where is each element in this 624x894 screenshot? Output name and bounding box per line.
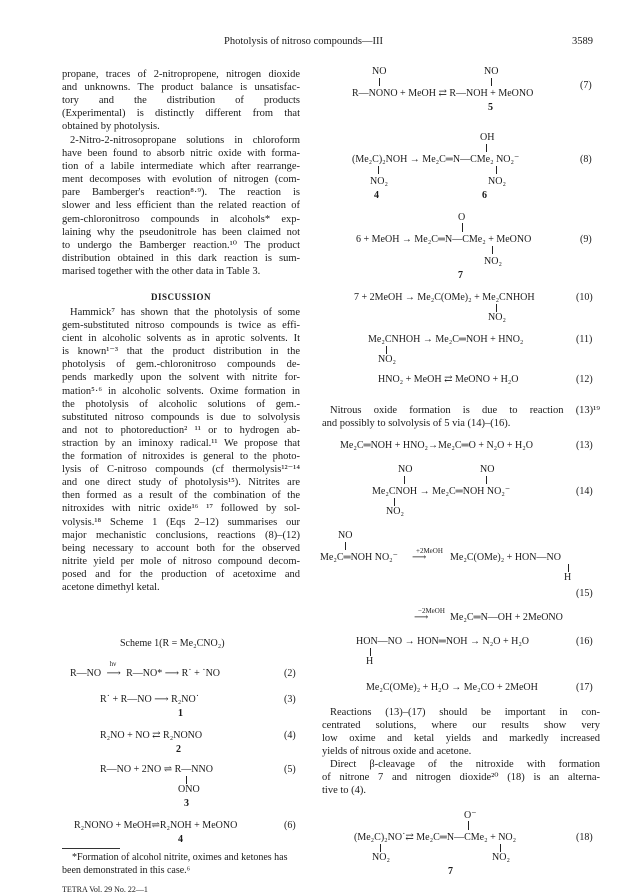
- arrow: ⟶: [414, 612, 429, 623]
- equation-13: Me₂C═NOH + HNO₂→Me₂C═O + N₂O + H₂O: [340, 440, 533, 451]
- bond-line: [568, 564, 569, 572]
- scheme-title: Scheme 1(R = Me₂CNO₂): [120, 638, 225, 649]
- text-line: to undergo the Bamberger reaction.¹⁰ The product: [62, 239, 300, 251]
- section-heading: DISCUSSION: [150, 292, 212, 302]
- bond-line: [491, 78, 492, 86]
- substituent: NO₂: [372, 852, 390, 863]
- compound-label: 1: [178, 708, 183, 719]
- equation-10: 7 + 2MeOH → Me₂C(OMe)₂ + Me₂CNHOH: [354, 292, 535, 303]
- text-line: the formation of nitroxides is general to the photo-: [62, 451, 300, 463]
- substituent: H: [366, 656, 374, 667]
- arrow-label: hν: [109, 660, 117, 668]
- text-line: (Experimental) is distinctly different from that: [62, 108, 300, 120]
- bond-line: [386, 346, 387, 354]
- compound-label: 5: [488, 102, 493, 113]
- text-line: Nitrous oxide formation is due to reaction (13)¹⁹: [330, 405, 600, 416]
- text-line: nitroxides with nitric oxide¹⁶ ¹⁷ followed by sol-: [62, 503, 300, 515]
- compound-label: 6: [482, 190, 487, 201]
- equation-number: (5): [284, 764, 296, 775]
- compound-label: 4: [374, 190, 379, 201]
- equation-term: R˙ + ˙NO: [181, 668, 221, 679]
- text-line: straction by an iminoxy radical.¹¹ We propose that: [62, 437, 300, 449]
- bond-line: [345, 542, 346, 550]
- text-line: gem-chloronitroso compounds in alcohols* exp-: [62, 213, 300, 225]
- footnote-line: *Formation of alcohol nitrite, oximes and ketones has: [72, 852, 288, 863]
- paragraph-discussion: [62, 306, 300, 594]
- equation-number: (3): [284, 694, 296, 705]
- arrow-label: +2MeOH: [416, 547, 443, 555]
- bond-line: [462, 223, 463, 232]
- text-line: distribution obtained in this dark reaction is sum-: [62, 252, 300, 264]
- substituent: NO: [484, 66, 499, 77]
- bond-line: [378, 166, 379, 174]
- text-line: tive to (4).: [322, 785, 367, 797]
- arrow: hν ⟶: [106, 660, 121, 679]
- equation-7: R—NONO + MeOH ⇄ R—NOH + MeONO: [352, 88, 534, 99]
- equation-2: R—NO hν ⟶ R—NO* ⟶ R˙ + ˙NO: [70, 660, 221, 679]
- text-line: laining why the pseudonitrole has been claimed not: [62, 226, 300, 238]
- paragraph-nitric-oxide: [62, 134, 300, 278]
- substituent: NO₂: [386, 506, 404, 517]
- footnote: [62, 852, 302, 877]
- text-line: ment decomposes with evolution of nitrogen (com-: [62, 174, 300, 186]
- text-line: marised together with the other data in Table 3.: [62, 265, 261, 277]
- equation-number: (17): [576, 682, 593, 693]
- equation-5: R—NO + 2NO ⇌ R—NNO: [100, 764, 213, 775]
- compound-label: 2: [176, 744, 181, 755]
- substituent: NO: [480, 464, 495, 475]
- substituent: NO: [372, 66, 387, 77]
- substituent: NO₂: [378, 354, 396, 365]
- substituent: OH: [480, 132, 495, 143]
- substituent: NO₂: [488, 176, 506, 187]
- equation-number: (12): [576, 374, 593, 385]
- text-line: pends markedly upon the solvent with nitrite for-: [62, 372, 300, 384]
- equation-number: (16): [576, 636, 593, 647]
- text-line: Reactions (13)–(17) should be important in con-: [330, 707, 600, 718]
- compound-label: 4: [178, 834, 183, 845]
- text-line: Direct β-cleavage of the nitroxide with formation: [330, 759, 600, 770]
- text-line: cient in alcoholic solvents as in aprotic solvents. It: [62, 333, 300, 345]
- text-line: of nitrone 7 and nitrogen dioxide²⁰ (18) is an alterna-: [322, 772, 600, 784]
- equation-18: (Me₂C)₂NO˙⇄ Me₂C═N—CMe₂ + NO₂: [354, 832, 517, 843]
- equation-number: (9): [580, 234, 592, 245]
- equation-number: (18): [576, 832, 593, 843]
- equation-number: (15): [576, 588, 593, 599]
- compound-label: 7: [448, 866, 453, 877]
- equation-6: R₂NONO + MeOH⇌R₂NOH + MeONO: [74, 820, 238, 831]
- paragraph-continued: [62, 68, 300, 133]
- equation-12: HNO₂ + MeOH ⇄ MeONO + H₂O: [378, 374, 519, 385]
- bond-line: [500, 844, 501, 852]
- paragraph-beta-cleavage: [322, 758, 600, 797]
- text-line: and not to photoreduction² ¹¹ or to hydrogen ab-: [62, 424, 300, 436]
- equation-number: (13): [576, 440, 593, 451]
- text-line: low oxime and ketal yields and markedly increased: [322, 733, 600, 745]
- text-line: mation⁵·⁶ in alcoholic solvents. Oxime formation in: [62, 385, 300, 397]
- substituent: H: [564, 572, 572, 583]
- text-line: obtained by photolysis.: [62, 121, 160, 133]
- page-number: 3589: [572, 36, 593, 47]
- text-line: lysis of C-nitroso compounds (cf thermolysis¹²⁻¹⁴: [62, 464, 300, 476]
- text-line: pare Bamberger's reaction⁸·⁹). The reaction is: [62, 187, 300, 199]
- text-line: and unknowns. The product balance is unsatisfac-: [62, 82, 300, 94]
- text-line: have been found to absorb nitric oxide with forma-: [62, 148, 300, 160]
- substituent: O⁻: [464, 810, 477, 821]
- substituent: ONO: [178, 784, 200, 795]
- paragraph-reactions: [322, 706, 600, 758]
- text-line: nitrite yield per mole of nitroso compound decom-: [62, 555, 300, 567]
- text-line: tion of a labile intermediate which after rearrange-: [62, 161, 300, 173]
- bond-line: [492, 246, 493, 254]
- bond-line: [186, 776, 187, 784]
- equation-16: HON—NO → HON═NOH → N₂O + H₂O: [356, 636, 530, 647]
- bond-line: [404, 476, 405, 484]
- compound-label: 3: [184, 798, 189, 809]
- text-line: is known¹⁻³ that the product distribution in the: [62, 346, 300, 358]
- text-line: slower and less efficient than the related reaction of: [62, 200, 300, 212]
- running-header: Photolysis of nitroso compounds—III: [224, 36, 383, 47]
- text-line: substituted nitroso compounds is due to solvolysis: [62, 411, 300, 423]
- text-line: acetone dimethyl ketal.: [62, 581, 160, 593]
- substituent: NO₂: [488, 312, 506, 323]
- equation-14: Me₂CNOH → Me₂C═NOH NO₂⁻: [372, 486, 511, 497]
- text-line: posed and for the production of acetoxime and: [62, 568, 300, 580]
- bond-line: [486, 476, 487, 484]
- bond-line: [394, 498, 395, 506]
- text-line: tory and the distribution of products: [62, 95, 300, 107]
- text-line: being necessary to account both for the observed: [62, 542, 300, 554]
- equation-15-lhs: Me₂C═NOH NO₂⁻: [320, 552, 398, 563]
- equation-number: (8): [580, 154, 592, 165]
- text-line: propane, traces of 2-nitropropene, nitrogen dioxide: [62, 69, 300, 80]
- bond-line: [496, 304, 497, 312]
- bond-line: [486, 144, 487, 152]
- footnote-rule: [62, 848, 120, 849]
- text-line: photolysis of gem.-chloronitroso compounds de-: [62, 359, 300, 371]
- text-line: volysis.¹⁸ Scheme 1 (Eqs 2–12) summarises our: [62, 516, 300, 528]
- equation-8: (Me₂C)₂NOH → Me₂C═N—CMe₂ NO₂⁻: [352, 154, 520, 165]
- substituent: NO₂: [370, 176, 388, 187]
- equation-9: 6 + MeOH → Me₂C═N—CMe₂ + MeONO: [356, 234, 532, 245]
- equation-15-rhs: Me₂C(OMe)₂ + HON—NO: [450, 552, 561, 563]
- equation-number: (2): [284, 668, 296, 679]
- equation-3: R˙ + R—NO ⟶ R₂NO˙: [100, 694, 200, 705]
- text-line: then formed as a result of the combination of the: [62, 490, 300, 502]
- equation-11: Me₂CNHOH → Me₂C═NOH + HNO₂: [368, 334, 524, 345]
- text-line: yields of nitrous oxide and acetone.: [322, 746, 472, 758]
- text-line: 2-Nitro-2-nitrosopropane solutions in chloroform: [70, 135, 300, 146]
- text-line: centrated solutions, where our results show very: [322, 720, 600, 732]
- bond-line: [379, 78, 380, 86]
- arrow: ⟶: [412, 552, 427, 563]
- equation-number: (10): [576, 292, 593, 303]
- substituent: NO₂: [492, 852, 510, 863]
- text-line: the photolysis of alcoholic solutions of gem.-: [62, 398, 300, 410]
- equation-15b-rhs: Me₂C═N—OH + 2MeONO: [450, 612, 563, 623]
- equation-17: Me₂C(OMe)₂ + H₂O → Me₂CO + 2MeOH: [366, 682, 538, 693]
- equation-number: (6): [284, 820, 296, 831]
- text-line: and possibly to solvolysis of 5 via (14)–(16).: [322, 418, 511, 430]
- equation-term: R—NO*: [126, 668, 163, 679]
- substituent: O: [458, 212, 466, 223]
- equation-4: R₂NO + NO ⇄ R₂NONO: [100, 730, 203, 741]
- substituent: NO: [338, 530, 353, 541]
- equation-term: R—NO: [70, 668, 102, 679]
- footnote-line: been demonstrated in this case.⁶: [62, 864, 191, 876]
- bond-line: [370, 648, 371, 656]
- text-line: major mechanistic conclusions, reactions (8)–(12): [62, 529, 300, 541]
- bond-line: [496, 166, 497, 174]
- bond-line: [380, 844, 381, 852]
- substituent: NO: [398, 464, 413, 475]
- equation-number: (7): [580, 80, 592, 91]
- substituent: NO₂: [484, 256, 502, 267]
- journal-line: TETRA Vol. 29 No. 22—1: [62, 885, 148, 894]
- text-line: gem-substituted nitroso compounds is twice as effi-: [62, 320, 300, 332]
- text-line: and one direct study of photolysis¹⁵). Nitrites are: [62, 477, 300, 489]
- paragraph-nitrous-oxide: [322, 404, 600, 430]
- bond-line: [468, 821, 469, 830]
- compound-label: 7: [458, 270, 463, 281]
- equation-number: (14): [576, 486, 593, 497]
- arrow-label: −2MeOH: [418, 607, 445, 615]
- equation-number: (4): [284, 730, 296, 741]
- text-line: Hammick⁷ has shown that the photolysis of some: [70, 307, 300, 318]
- equation-number: (11): [576, 334, 593, 345]
